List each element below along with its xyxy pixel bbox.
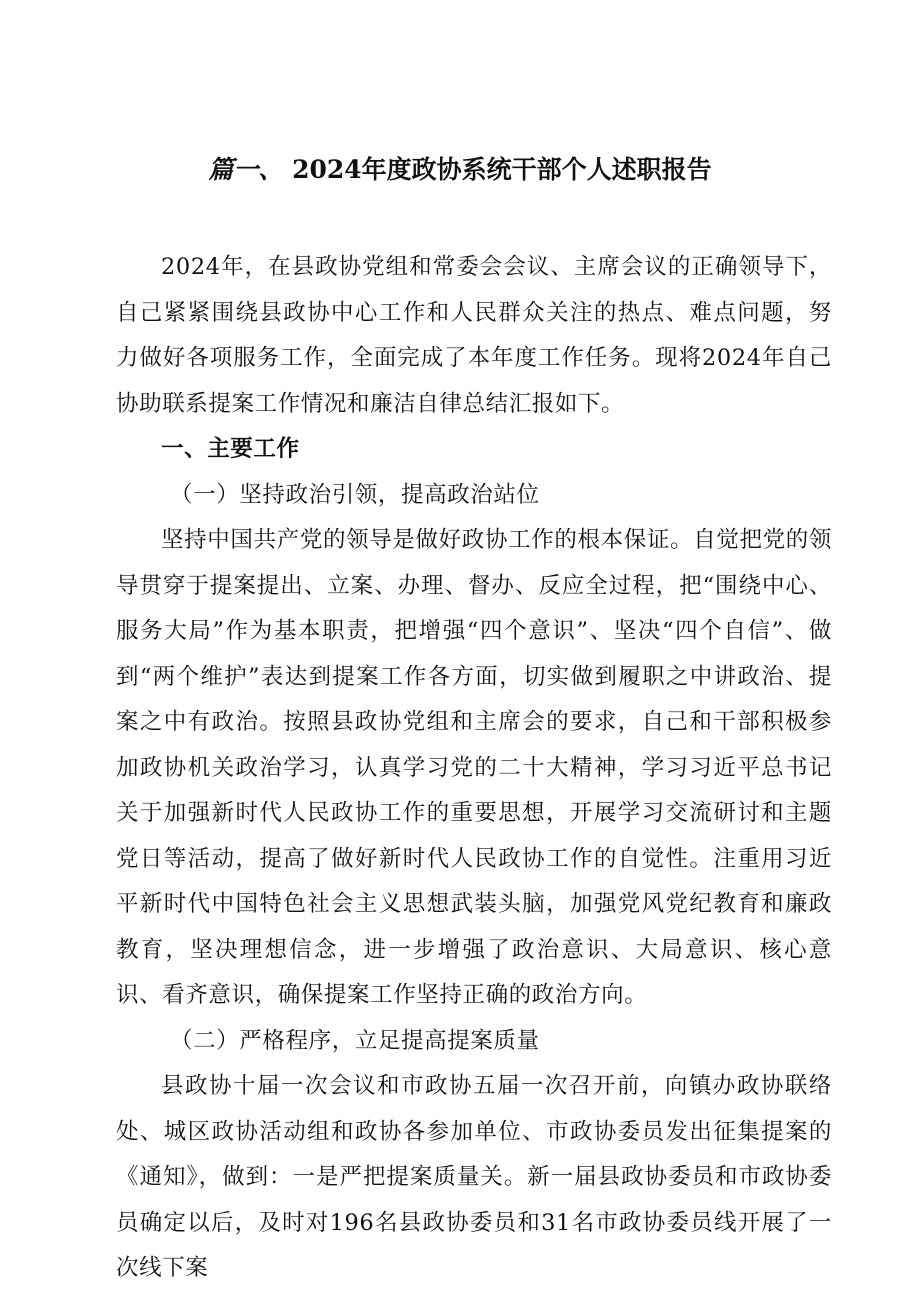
political-leadership-paragraph: 坚持中国共产党的领导是做好政协工作的根本保证。自觉把党的领导贯穿于提案提出、立案、办理、督办、反应全过程，把“围绕中心、服务大局”作为基本职责，把增强“四个意识”、坚决“四个自信”、做到“两个维护”表达到提案工作各方面，切实做到履职之中讲政治、提案之中有政治。按照县政协党组和主席会的要求，自己和干部积极参加政协机关政治学习，认真学习党的二十大精神，学习习近平总书记关于加强新时代人民政协工作的重要思想，开展学习交流研讨和主题党日等活动，提高了做好新时代人民政协工作的自觉性。注重用习近平新时代中国特色社会主义思想武装头脑，加强党风党纪教育和廉政教育，坚决理想信念，进一步增强了政治意识、大局意识、核心意识、看齐意识，确保提案工作坚持正确的政治方向。 xyxy=(116,527,832,1008)
proposal-quality-paragraph: 县政协十届一次会议和市政协五届一次召开前，向镇办政协联络处、城区政协活动组和政协各参加单位、市政协委员发出征集提案的《通知》，做到：一是严把提案质量关。新一届县政协委员和市政协委员确定以后，及时对196名县政协委员和31名市政协委员线开展了一次线下案 xyxy=(116,1073,832,1281)
document-body xyxy=(116,245,832,1292)
intro-paragraph: 2024年，在县政协党组和常委会会议、主席会议的正确领导下，自己紧紧围绕县政协中心工作和人民群众关注的热点、难点问题，努力做好各项服务工作，全面完成了本年度工作任务。现将2024年自己协助联系提案工作情况和廉洁自律总结汇报如下。 xyxy=(116,254,832,417)
document-title xyxy=(0,150,920,186)
subsection-heading-political-leadership: （一）坚持政治引领，提高政治站位 xyxy=(170,481,540,508)
title-main: 2024年度政协系统干部个人述职报告 xyxy=(292,155,712,184)
subsection-heading-proposal-quality: （二）严格程序，立足提高提案质量 xyxy=(170,1027,540,1054)
section-heading-main-work: 一、主要工作 xyxy=(161,436,300,462)
title-prefix: 篇一、 xyxy=(208,155,284,184)
